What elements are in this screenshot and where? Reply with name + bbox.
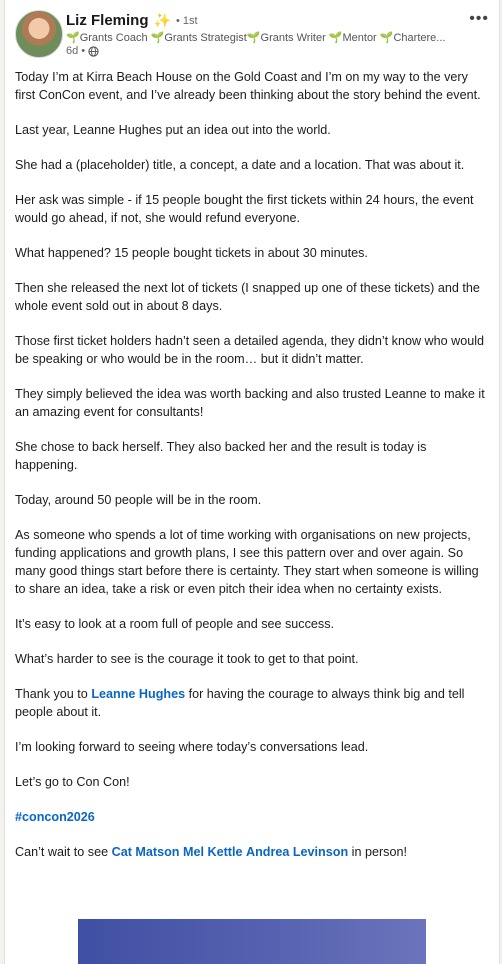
globe-icon xyxy=(88,46,99,57)
post-image[interactable] xyxy=(78,919,426,964)
post-paragraph: Those first ticket holders hadn’t seen a detailed agenda, they didn’t know who would be speaking or who would be in the room… but it didn’t matter. xyxy=(15,334,485,366)
closing-paragraph xyxy=(15,843,485,861)
post-paragraph: It’s easy to look at a room full of people and see success. xyxy=(15,617,334,631)
text: in person! xyxy=(348,845,407,859)
post-paragraph: Today I’m at Kirra Beach House on the Gold Coast and I’m on my way to the very first ConCon event, and I’ve already been thinking about the story behind the event. xyxy=(15,70,481,102)
post-paragraph: I’m looking forward to seeing where today’s conversations lead. xyxy=(15,740,369,754)
post-paragraph: Let’s go to Con Con! xyxy=(15,775,130,789)
text: for having the courage to always think big and tell people about it. xyxy=(15,687,465,719)
post-paragraph: As someone who spends a lot of time working with organisations on new projects, funding applications and growth plans, I see this pattern over and over again. So many good things start before there is certainty. They start when someone is willing to share an idea, take a risk or even pitch their idea when no certainty exists. xyxy=(15,528,479,596)
avatar[interactable] xyxy=(15,10,63,58)
post-paragraph: What happened? 15 people bought tickets in about 30 minutes. xyxy=(15,246,368,260)
post-meta xyxy=(66,45,99,57)
post-paragraph: Last year, Leanne Hughes put an idea out into the world. xyxy=(15,123,331,137)
hashtag-paragraph xyxy=(15,808,485,826)
post-paragraph: They simply believed the idea was worth backing and also trusted Leanne to make it an amazing event for consultants! xyxy=(15,387,485,419)
connection-degree: • 1st xyxy=(175,14,198,27)
mention-link[interactable]: Cat Matson xyxy=(111,845,180,859)
post-time: 6d • xyxy=(66,45,86,57)
author-line xyxy=(66,12,198,29)
thanks-paragraph xyxy=(15,685,485,721)
post-paragraph: Her ask was simple - if 15 people bought the first tickets within 24 hours, the event would go ahead, if not, she would refund everyone. xyxy=(15,193,474,225)
post-paragraph: She chose to back herself. They also backed her and the result is today is happening. xyxy=(15,440,427,472)
mention-link[interactable]: Andrea Levinson xyxy=(245,845,349,859)
author-name[interactable]: Liz Fleming xyxy=(66,12,149,29)
post-paragraph: Today, around 50 people will be in the room. xyxy=(15,493,262,507)
mention-link[interactable]: Mel Kettle xyxy=(182,845,243,859)
post-card xyxy=(4,0,500,964)
post-paragraph: Then she released the next lot of tickets (I snapped up one of these tickets) and the whole event sold out in about 8 days. xyxy=(15,281,480,313)
post-paragraph: What’s harder to see is the courage it took to get to that point. xyxy=(15,652,359,666)
post-paragraph: She had a (placeholder) title, a concept, a date and a location. That was about it. xyxy=(15,158,465,172)
sparkle-icon: ✨ xyxy=(153,12,171,28)
text: Thank you to xyxy=(15,687,92,701)
text: Can’t wait to see xyxy=(15,845,112,859)
mention-link[interactable]: Leanne Hughes xyxy=(91,687,186,701)
more-options-button[interactable]: ••• xyxy=(469,10,489,27)
hashtag-link[interactable]: #concon2026 xyxy=(15,810,95,824)
author-headline: 🌱Grants Coach 🌱Grants Strategist🌱Grants Writer 🌱Mentor 🌱Chartere... xyxy=(66,32,446,44)
post-body xyxy=(15,68,485,878)
